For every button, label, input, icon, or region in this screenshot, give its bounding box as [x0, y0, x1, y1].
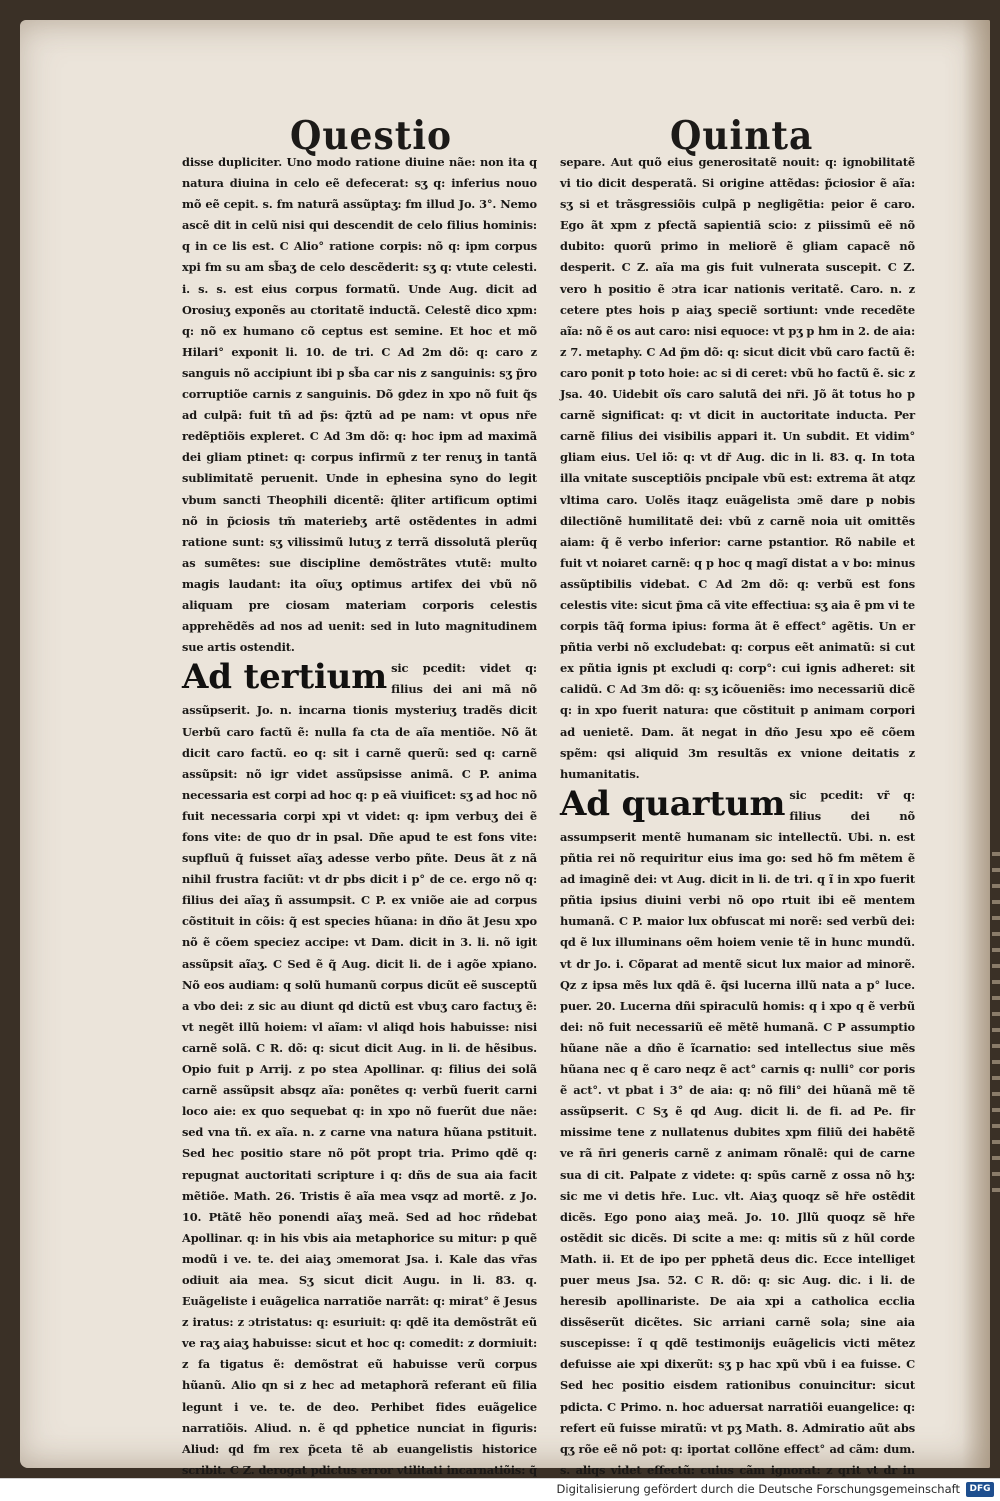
section-text-ad-quartum: sic pcedit: vr̃ q: filius dei nõ assumpserit mentẽ humanam sic intellectũ. Ubi. n. est pñtia rei nõ requiritur eius ima go: sed hõ fm mẽtem ẽ ad imaginẽ dei: vt Aug. dicit in li. de tri. q ĩ in xpo fuerit pñtia ipsius diuini verbi nõ opo rtuit ibi eẽ mentem humanã. C P. maior lux obfuscat mi norẽ: sed verbũ dei: qd ẽ lux illuminans oẽm hoiem venie tẽ in hunc mundũ. vt dr Jo. i. Cõparat ad mentẽ sicut lux maior ad minorẽ. Qz z ipsa mẽs lux qdã ẽ. q̃si lucerna illũ nata a p° luce. puer. 20. Lucerna dñi spiraculũ homis: q i xpo q ẽ verbũ dei: nõ fuit necessariũ eẽ mẽtẽ humanã. C P assumptio hũane nãe a dño ẽ ĩcarnatio: sed intellectus siue mẽs hũana nec q ẽ caro neqz ẽ act° carnis q: nulli° cor poris ẽ act°. vt pbat i 3° de aia: q: nõ fili° dei hũanã mẽ tẽ assũpserit. C Sʒ ẽ qd Aug. dicit li. de fi. ad Pe. fir missime tene z nullatenus dubites xpm filiũ dei habẽtẽ ve rã n̄ri generis carnẽ z animam rõnalẽ: qui de carne sua di cit. Palpate z videte: q: spũs carnẽ z ossa nõ hʒ: sic me vi detis hr̃e. Luc. vlt. Aiaʒ quoqz sẽ hr̃e ostẽdit dicẽs. Ego pono aiaʒ meã. Jo. 10. Jllũ quoqz sẽ hr̃e ostẽdit sic dicẽs. Di scite a me: q: mitis sũ z hũl corde Math. ii. Et de ipo per pphetã deus dic. Ecce intelliget puer meus Jsa. 52. C R. dõ: q: sic Aug. dic. i li. de heresib apollinariste. De aia xpi a catholica ecclia dissẽserũt dicẽtes. Sic arriani carnẽ sola; sine aia suscepisse: ĩ q qdẽ testimonijs euãgelicis victi mẽtez defuisse aie xpi dixerũt: sʒ p hac xpũ vbũ i ea fuisse. C Sed hec positio eisdem rationibus conuincitur: sicut pdicta. C Primo. n. hoc aduersat narratiõi euangelice: q: refert eũ fuisse miratũ: vt pʒ Math. 8. Admiratio aũt abs qʒ rõe eẽ nõ pot: q: iportat collõne effect° ad cãm: dum. s. aliqs videt effectũ: cuius cãm ignorat: z qrit vt dr in [560, 787, 915, 1477]
section-ad-quartum [560, 785, 915, 1478]
funding-credit: Digitalisierung gefördert durch die Deutsche Forschungsgemeinschaft [556, 1482, 960, 1496]
digitization-footer [0, 1478, 1000, 1501]
section-ad-tertium [182, 658, 537, 1478]
running-head-right: Quinta [670, 112, 814, 160]
text-column-right [560, 152, 915, 1478]
section-text-ad-tertium: sic pcedit: videt q: filius dei ani mã nõ assũpserit. Jo. n. incarna tionis mysteriuʒ tradẽs dicit Uerbũ caro factũ ẽ: nulla fa cta de aĩa mentiõe. Nõ ãt dicit caro factũ. eo q: sit i carnẽ querũ: sed q: carnẽ assũpsit: nõ igr videt assũpsisse animã. C P. anima necessaria est corpi ad hoc q: p eã viuificet: sʒ ad hoc nõ fuit necessaria corpi xpi vt videt: q: ipm verbuʒ dei ẽ fons vite: de quo dr in psal. Dñe apud te est fons vite: supfluũ q̃ fuisset aĩaʒ adesse verbo pñte. Deus ãt z nã nihil frustra faciũt: vt dr pbs dicit i p° de ce. ergo nõ q: filius dei aĩaʒ ñ assumpsit. C P. ex vniõe aie ad corpus cõstituit in cõis: q̃ est species hũana: in dño ãt Jesu xpo nõ ẽ cõem speciez accipe: vt Dam. dicit in 3. li. nõ igit assũpsit aĩaʒ. C Sed ẽ q̃ Aug. dicit li. de i agõe xpiano. Nõ eos audiam: q solũ humanũ corpus dicũt eẽ susceptũ a vbo dei: z sic au diunt qd dictũ est vbuʒ caro factuʒ ẽ: vt negẽt illũ hoiem: vl aĩam: vl aliqd hois habuisse: nisi carnẽ solã. C R. dõ: q: sicut dicit Aug. in li. de hẽsibus. Opio fuit p Arrij. z po stea Apollinar. q: filius dei solã carnẽ assũpsit absqz aĩa: ponẽtes q: verbũ fuerit carni loco aie: ex quo sequebat q: in xpo nõ fuerũt due nãe: sed vna tñ. ex aĩa. n. z carne vna natura hũana pstituit. Sed hec positio stare nõ põt propt tria. Primo qdẽ q: repugnat auctoritati scripture i q: dñs de sua aia facit mẽtiõe. Math. 26. Tristis ẽ aĩa mea vsqz ad mortẽ. z Jo. 10. Ptãtẽ hẽo ponendi aĩaʒ meã. Sed ad hoc rñdebat Apollinar. q: in his vbis aia metaphorice su mitur: p quẽ modũ i ve. te. dei aiaʒ ɔmemorat Jsa. i. Kale das vr̃as odiuit aia mea. Sʒ sicut dicit Augu. in li. 83. q. Euãgeliste i euãgelica narratiõe narrãt: q: mirat° ẽ Jesus z iratus: z ɔtristatus: q: esuriuit: q: qdẽ ita demõstrãt eũ ve raʒ aiaʒ habuisse: sicut et hoc q: comedit: z dormiuit: z fa tigatus ẽ: demõstrat eũ habuisse verũ corpus hũanũ. Alio qn si z hec ad metaphorã referant eũ filia legunt i ve. te. de deo. Perhibet fides euãgelice narratiõis. Aliud. n. ẽ qd pphetice nunciat in figuris: Aliud: qd fm rex p̃ceta tẽ ab euangelistis historice scribit. C Z. derogat pdictus error vtilitati incarnatiõis: q̃ [182, 661, 537, 1477]
page-fold-shadow [962, 20, 990, 1468]
adjacent-page-edge [992, 840, 1000, 1200]
paragraph-ad-secundum: disse dupliciter. Uno modo ratione diuine nãe: non ita q natura diuina in celo eẽ defecerat: sʒ q: inferius nouo mõ eẽ cepit. s. fm naturã assũptaʒ: fm illud Jo. 3°. Nemo ascẽ dit in celũ nisi qui descendit de celo filius hominis: q in ce lis est. C Alio° ratione corpis: nõ q: ipm corpus xpi fm su am sb̃aʒ de celo descẽderit: sʒ q: vtute celesti. i. s. s. est eius corpus formatũ. Unde Aug. dicit ad Orosiuʒ exponẽs au ctoritatẽ inductã. Celestẽ dico xpm: q: nõ ex humano cõ ceptus est semine. Et hoc et mõ Hilari° exponit li. 10. de tri. C Ad 2m dõ: q: caro z sanguis nõ accipiunt ibi p sb̃a car nis z sanguinis: sʒ p̃ro corruptiõe carnis z sanguinis. Dõ gdez in xpo nõ fuit q̃s ad culpã: fuit tñ ad p̃s: q̃ztũ ad pe nam: vt opus nr̃e redẽptiõis expleret. C Ad 3m dõ: q: hoc ipm ad maximã dei gliam ptinet: q: corpus infirmũ z ter renuʒ in tantã sublimitatẽ peruenit. Unde in ephesina syno do legit vbum sancti Theophili dicentẽ: q̃liter artificum optimi nõ in p̃ciosis tm̃ materiebʒ artẽ ostẽdentes in admi ratione sunt: sʒ vilissimũ lutuʒ z terrã dissolutã plerũq as sumẽtes: sue discipline demõstrãtes vtutẽ: multo magis laudant: ita oĩuʒ optimus artifex dei vbũ nõ aliquam pre ciosam materiam corporis celestis apprehẽdẽs ad nos ad uenit: sed in luto magnitudinem sue artis ostendit. [182, 155, 537, 655]
section-heading-ad-quartum: Ad quartum [560, 783, 786, 824]
dfg-logo: DFG [966, 1482, 994, 1497]
text-column-left [182, 152, 537, 1478]
running-head-left: Questio [290, 112, 453, 160]
paragraph-right-top: separe. Aut quõ eius generositatẽ nouit: q: ignobilitatẽ vi tio dicit desperatã. Si origine attẽdas: p̃ciosior ẽ aĩa: sʒ si et trãsgressiõis culpã p negligẽtia: peior ẽ caro. Ego ãt xpm z pfectã sapientiã scio: z piissimũ eẽ nõ dubito: quorũ primo in meliorẽ ẽ gliam capacẽ nõ desperit. C Z. aĩa ma gis fuit vulnerata suscepit. C Z. vero h positio ẽ ɔtra icar nationis veritatẽ. Caro. n. z cetere ptes hois p aiaʒ speciẽ sortiunt: vnde recedẽte aĩa: nõ ẽ os aut caro: nisi equoce: vt pʒ p hm in 2. de aia: z 7. metaphy. C Ad p̃m dõ: q: sicut dicit vbũ caro factũ ẽ: caro ponit p toto hoie: ac si di ceret: vbũ ho factũ ẽ. sic z Jsa. 40. Uidebit oĩs caro salutã dei nr̃i. Jõ ãt totus ho p carnẽ significat: q: vt dicit in auctoritate inducta. Per carnẽ filius dei visibilis appari it. Un subdit. Et vidim° gliam eius. Uel iõ: q: vt dr̃ Aug. dic in li. 83. q. In tota illa vnitate susceptiõis pncipale vbũ est: extrema ãt atqz vltima caro. Uolẽs itaqz euãgelista ɔmẽ dare p nobis dilectiõnẽ humilitatẽ dei: vbũ z carnẽ noia uit omittẽs aiam: q̃ ẽ verbo inferior: carne pstantior. Rõ nabile et fuit vt noiaret carnẽ: q p hoc q magĩ distat a v bo: minus assũptibilis videbat. C Ad 2m dõ: q: verbũ est fons celestis vite: sicut p̃ma cã vite effectiua: sʒ aia ẽ pm vi te corpis tãq̃ forma ipius: forma ãt ẽ effect° agẽtis. Un er pñtia verbi nõ excludebat: q: corpus eẽt animatũ: si cut ex pñtia ignis pt excludi q: corp°: cui ignis adheret: sit calidũ. C Ad 3m dõ: q: sʒ icõueniẽs: imo necessariũ dicẽ q: in xpo fuerit natura: que cõstituit p animam corpori ad uenietẽ. Dam. ãt negat in dño Jesu xpo eẽ cõem spẽm: qsi aliquid 3m resultãs ex vnione deitatis z humanitatis. [560, 155, 915, 781]
section-heading-ad-tertium: Ad tertium [182, 657, 388, 698]
